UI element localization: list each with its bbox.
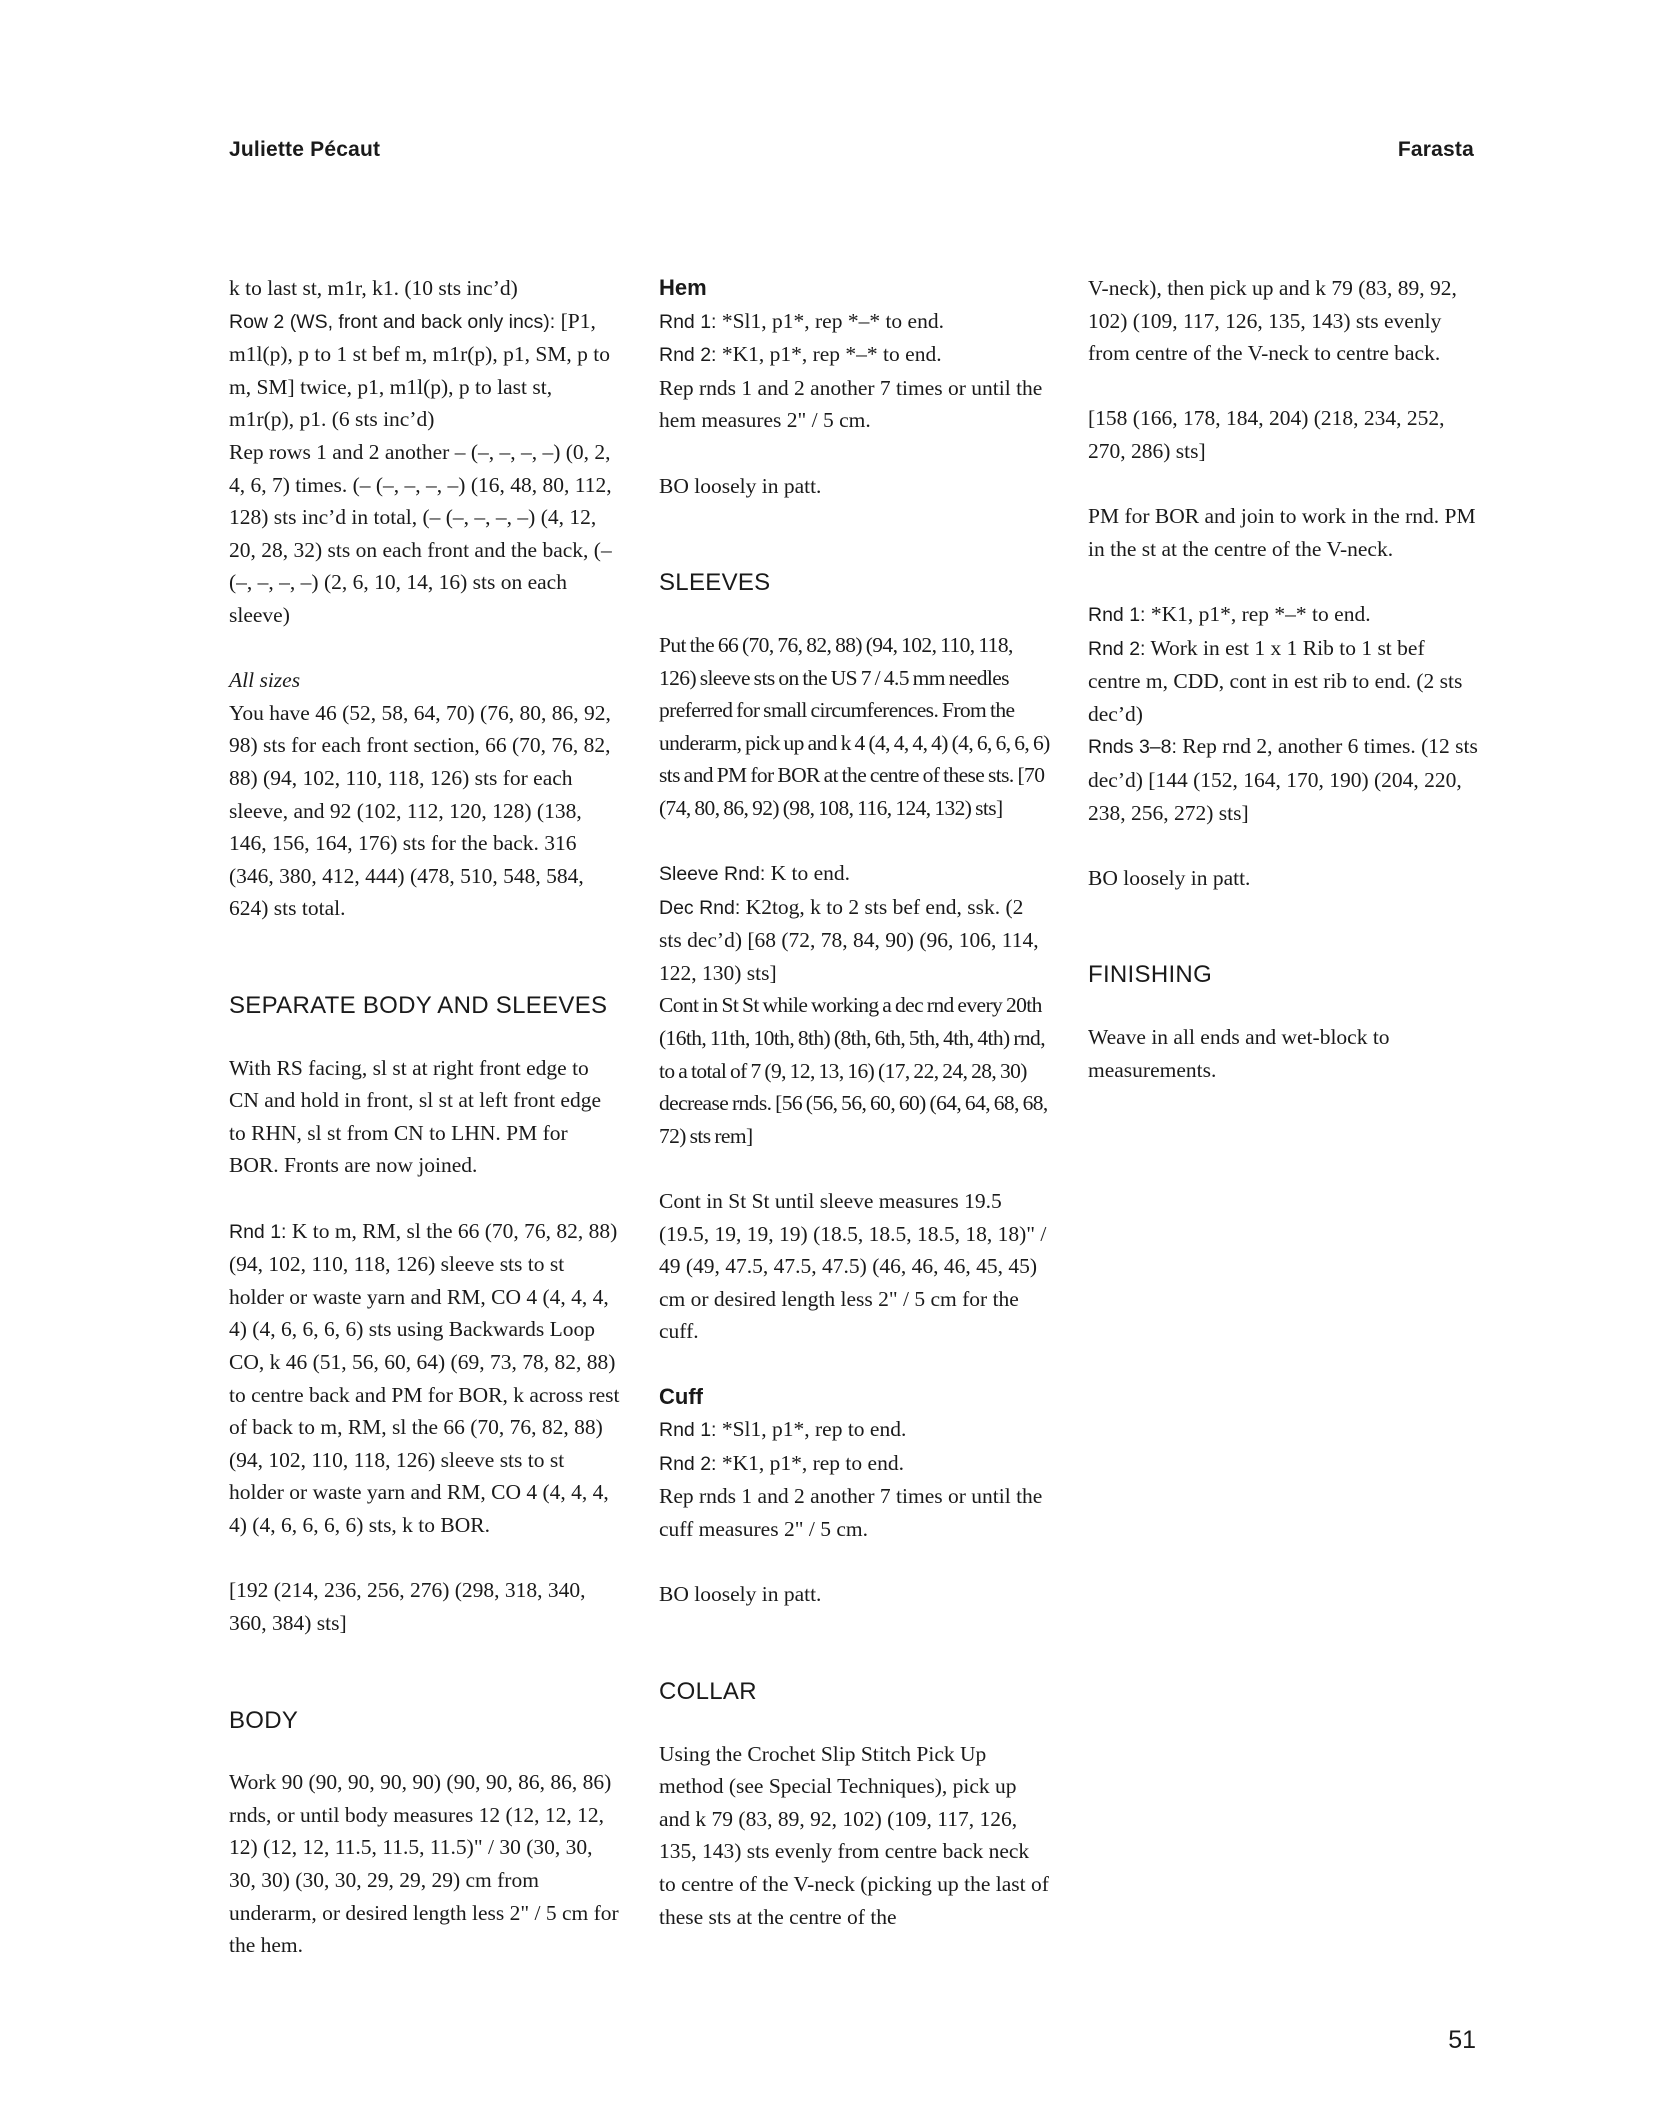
page-number: 51 xyxy=(1448,2026,1476,2054)
pm-instruction: PM for BOR and join to work in the rnd. PM in the st at the centre of the V-neck. xyxy=(1088,504,1476,561)
collar-heading: COLLAR xyxy=(659,1677,757,1705)
body-heading: BODY xyxy=(229,1706,299,1734)
cuff-rnd-1: Rnd 1: *Sl1, p1*, rep to end. xyxy=(659,1417,907,1442)
rnd-1-label: Rnd 1: xyxy=(229,1220,287,1243)
column-3 xyxy=(1088,272,1480,1119)
all-sizes-label: All sizes xyxy=(229,668,301,693)
collar-bind-off: BO loosely in patt. xyxy=(1088,865,1251,890)
hem-rnd-2: Rnd 2: *K1, p1*, rep *–* to end. xyxy=(659,342,942,367)
row-2-label: Row 2 (WS, front and back only incs): xyxy=(229,310,556,333)
hem-bind-off: BO loosely in patt. xyxy=(659,473,822,498)
sleeves-text: Put the 66 (70, 76, 82, 88) (94, 102, 110, 118, 126) sleeve sts on the US 7 / 4.5 mm needles preferred for small circumferences. From the underarm, pick up and k 4 (4, 4, 4, 4) (4, 6, 6, 6, 6) sts and PM for BOR at the centre of these sts. [70 (74, 80, 86, 92) (98, 108, 116, 124, 132) sts] xyxy=(659,632,1050,820)
all-sizes-text: You have 46 (52, 58, 64, 70) (76, 80, 86, 92, 98) sts for each front section, 66 (70, 76, 82, 88) (94, 102, 110, 118, 126) sts for each sleeve, and 92 (102, 112, 120, 128) (138, 146, 156, 164, 176) sts for the back. 316 (346, 380, 412, 444) (478, 510, 548, 584, 624) sts total. xyxy=(229,700,611,921)
finishing-text: Weave in all ends and wet-block to measurements. xyxy=(1088,1025,1390,1082)
cuff-bind-off: BO loosely in patt. xyxy=(659,1582,822,1607)
row-2-instruction: Row 2 (WS, front and back only incs): [P1, m1l(p), p to 1 st bef m, m1r(p), p1, SM, p to m, SM] twice, p1, m1l(p), p to last st, m1r(p), p1. (6 sts inc’d) xyxy=(229,308,611,432)
sleeves-heading: SLEEVES xyxy=(659,569,771,597)
cuff-rnd-2: Rnd 2: *K1, p1*, rep to end. xyxy=(659,1450,904,1475)
dec-rnd: Dec Rnd: K2tog, k to 2 sts bef end, ssk. (2 sts dec’d) [68 (72, 78, 84, 90) (96, 106, 114, 122, 130) sts] xyxy=(659,894,1039,985)
hem-repeat: Rep rnds 1 and 2 another 7 times or until the hem measures 2" / 5 cm. xyxy=(659,375,1043,433)
column-1 xyxy=(229,272,621,1994)
hem-rnd-1: Rnd 1: *Sl1, p1*, rep *–* to end. xyxy=(659,308,944,333)
collar-rnd-1: Rnd 1: *K1, p1*, rep *–* to end. xyxy=(1088,601,1371,626)
cont-until: Cont in St St until sleeve measures 19.5 (19.5, 19, 19, 19) (18.5, 18.5, 18.5, 18, 18)" / 49 (49, 47.5, 47.5, 47.5) (46, 46, 46, 45, 45) cm or desired length less 2" / 5 cm for the cuff. xyxy=(659,1189,1047,1344)
pattern-name: Farasta xyxy=(1397,138,1474,161)
sleeve-rnd: Sleeve Rnd: K to end. xyxy=(659,861,851,886)
cuff-repeat: Rep rnds 1 and 2 another 7 times or until the cuff measures 2" / 5 cm. xyxy=(659,1484,1043,1541)
separate-text: With RS facing, sl st at right front edge to CN and hold in front, sl st at left front edge to RHN, sl st from CN to LHN. PM for BOR. Fronts are now joined. xyxy=(229,1055,601,1178)
sts-total: [192 (214, 236, 256, 276) (298, 318, 340, 360, 384) sts] xyxy=(229,1578,586,1635)
body-text: Work 90 (90, 90, 90, 90) (90, 90, 86, 86, 86) rnds, or until body measures 12 (12, 12, 12, 12) (12, 12, 11.5, 11.5, 11.5)" / 30 (30, 30, 30, 30) (30, 30, 29, 29, 29) cm from underarm, or desired length less 2" / 5 cm for the hem. xyxy=(229,1770,619,1958)
collar-sts-total: [158 (166, 178, 184, 204) (218, 234, 252, 270, 286) sts] xyxy=(1088,406,1445,463)
separate-heading: SEPARATE BODY AND SLEEVES xyxy=(229,992,608,1020)
rnd-1-instruction: Rnd 1: K to m, RM, sl the 66 (70, 76, 82, 88) (94, 102, 110, 118, 126) sleeve sts to st holder or waste yarn and RM, CO 4 (4, 4, 4, 4) (4, 6, 6, 6, 6) sts using Backwards Loop CO, k 46 (51, 56, 60, 64) (69, 73, 78, 82, 88) to centre back and PM for BOR, k across rest of back to m, RM, sl the 66 (70, 76, 82, 88) (94, 102, 110, 118, 126) sleeve sts to st holder or waste yarn and RM, CO 4 (4, 4, 4, 4) (4, 6, 6, 6, 6) sts, k to BOR. xyxy=(229,1218,620,1537)
cont-st-st: Cont in St St while working a dec rnd every 20th (16th, 11th, 10th, 8th) (8th, 6th, 5th, 4th, 4th) rnd, to a total of 7 (9, 12, 13, 16) (17, 22, 24, 28, 30) decrease rnds. [56 (56, 56, 60, 60) (64, 64, 68, 68, 72) sts rem] xyxy=(659,993,1048,1148)
hem-heading: Hem xyxy=(659,275,707,300)
repeat-instruction: Rep rows 1 and 2 another – (–, –, –, –) (0, 2, 4, 6, 7) times. (– (–, –, –, –) (16, 48, 80, 112, 128) sts inc’d in total, (– (–, –, –, –) (4, 12, 20, 28, 32) sts on each front and the back, (– (–, –, –, –) (2, 6, 10, 14, 16) sts on each sleeve) xyxy=(229,439,612,627)
collar-continued: V-neck), then pick up and k 79 (83, 89, 92, 102) (109, 117, 126, 135, 143) sts evenly from centre of the V-neck to centre back. xyxy=(1088,276,1457,366)
finishing-heading: FINISHING xyxy=(1088,961,1213,989)
collar-rnd-2: Rnd 2: Work in est 1 x 1 Rib to 1 st bef centre m, CDD, cont in est rib to end. (2 sts dec’d) xyxy=(1088,635,1463,726)
collar-text: Using the Crochet Slip Stitch Pick Up method (see Special Techniques), pick up and k 79 (83, 89, 92, 102) (109, 117, 126, 135, 143) sts evenly from centre back neck to centre of the V-neck (picking up the last of these sts at the centre of the xyxy=(659,1741,1049,1929)
column-2 xyxy=(659,272,1051,1966)
author-name: Juliette Pécaut xyxy=(229,138,381,161)
cuff-heading: Cuff xyxy=(659,1383,703,1409)
paragraph: k to last st, m1r, k1. (10 sts inc’d) xyxy=(229,276,518,300)
collar-rnds-3-8: Rnds 3–8: Rep rnd 2, another 6 times. (12 sts dec’d) [144 (152, 164, 170, 190) (204, 220, 238, 256, 272) sts] xyxy=(1088,734,1478,825)
